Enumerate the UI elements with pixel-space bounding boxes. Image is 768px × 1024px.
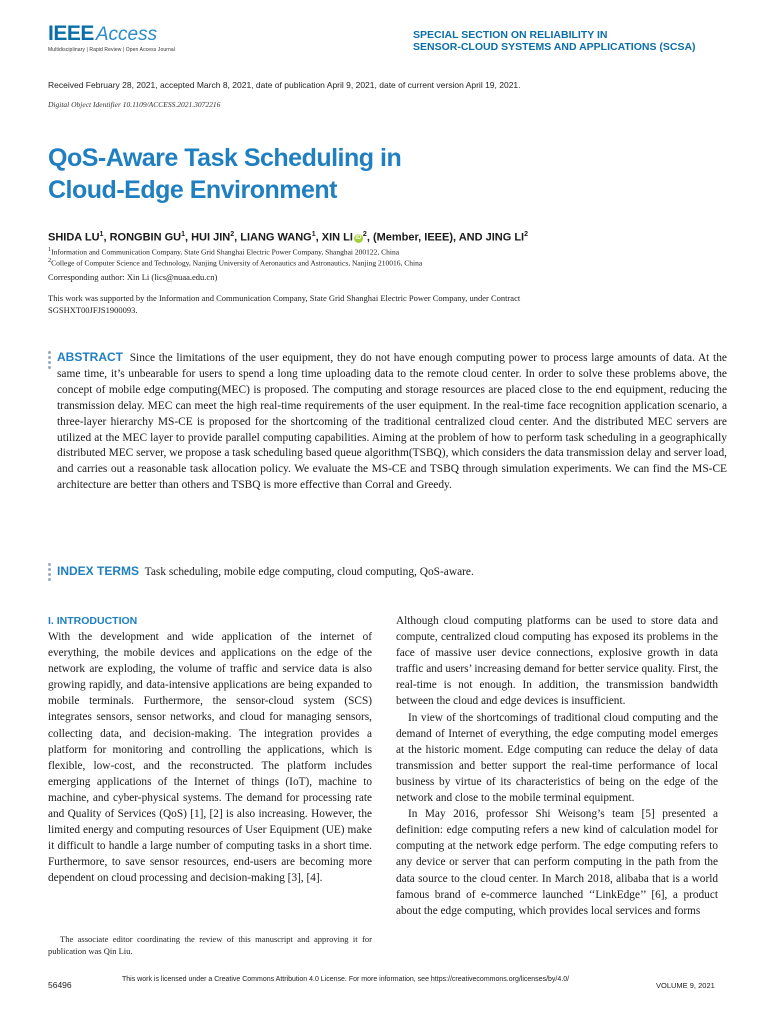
paragraph: In view of the shortcomings of traditional cloud computing and the demand of Internet of everything, the edge computing model emerges at the historic moment. Edge computing can reduce the delay of data transmission and better support the real-time performance of local business by virtue of its characteristics of being on the edge of the network and close to the mobile terminal equipment.: [396, 711, 718, 805]
corresponding-author: Corresponding author: Xin Li (lics@nuaa.edu.cn): [48, 272, 218, 282]
section-heading: I. INTRODUCTION: [48, 615, 138, 627]
footnote: The associate editor coordinating the review of this manuscript and approving it for publication was Qin Liu.: [48, 934, 372, 956]
abstract-text: Since the limitations of the user equipment, they do not have enough computing power to process large amounts of data. At the same time, it’s unbearable for users to spend a long time uploading data to the remote cloud center. In order to solve these problems above, the concept of mobile edge computing(MEC) is proposed. The computing and storage resources are placed close to the end equipment, reducing the transmission delay. MEC can meet the high real-time requirements of the user equipment. In the real-time face recognition application scenario, a three-layer hierarchy MS-CE is proposed for the shortcoming of the traditional centralized cloud center. And the distributed MEC servers are utilized at the MEC layer to provide parallel computing capabilities. Aiming at the problem of how to perform task scheduling in a geographically distributed MEC server, we propose a task scheduling based queue algorithm(TSBQ), which considers the data transmission delay and server load, and carries out a reasonable task allocation policy. We evaluate the MS-CE and TSBQ through simulation experiments. We can find the MS-CE architecture are better than others and TSBQ is more effective than Corral and Greedy.: [57, 352, 727, 492]
author-affiliation-mark: 1: [181, 231, 185, 238]
paragraph: Although cloud computing platforms can be used to store data and compute, centralized cloud computing has exposed its problems in the face of massive user device connections, explosive growth in data traffic and users’ increasing demand for better service quality. First, the real-time is not enough. In addition, the transmission bandwidth between the cloud and edge devices is insufficient.: [396, 615, 718, 708]
special-section-line-1: SPECIAL SECTION ON RELIABILITY IN: [413, 29, 608, 41]
author-name: , RONGBIN GU: [103, 231, 182, 244]
special-section-line-2: SENSOR-CLOUD SYSTEMS AND APPLICATIONS (SCSA): [413, 41, 696, 53]
affiliation-mark: 2: [48, 257, 52, 264]
left-column: [48, 629, 372, 887]
affiliation-1: [48, 246, 399, 257]
volume-label: VOLUME 9, 2021: [656, 981, 715, 990]
logo-tagline: Multidisciplinary | Rapid Review | Open Access Journal: [48, 47, 175, 53]
abstract-block: [57, 350, 727, 494]
license-statement: This work is licensed under a Creative Commons Attribution 4.0 License. For more information, see https://creativecommons.org/licenses/by/4.0/: [122, 976, 570, 983]
author-affiliation-mark: 2: [230, 231, 235, 238]
special-section-header: [413, 29, 733, 53]
journal-logo: [48, 22, 248, 56]
author-affiliation-mark: 1: [99, 231, 104, 238]
logo-ieee-text: IEEE: [48, 22, 94, 45]
affiliation-text: Information and Communication Company, State Grid Shanghai Electric Power Company, Shanghai 200122, China: [51, 247, 400, 257]
index-terms: [57, 564, 474, 578]
index-terms-marker-icon: [48, 563, 52, 583]
funding-statement: This work was supported by the Information and Communication Company, State Grid Shanghai Electric Power Company, under Contract SGSHXT00JFJS1900093.: [48, 293, 521, 315]
paper-title-line-2: Cloud-Edge Environment: [48, 176, 337, 204]
abstract-label: ABSTRACT: [57, 350, 123, 364]
orcid-icon[interactable]: iD: [355, 234, 362, 241]
affiliation-text: College of Computer Science and Technology, Nanjing University of Aeronautics and Astronautics, Nanjing 210016, China: [51, 258, 423, 268]
paper-title-line-1: QoS-Aware Task Scheduling in: [48, 144, 402, 172]
author-affiliation-mark: 1: [311, 231, 316, 238]
index-terms-label: INDEX TERMS: [57, 564, 140, 578]
author-affiliation-mark: 2: [362, 231, 367, 238]
page-number: 56496: [48, 980, 72, 990]
author-name: , HUI JIN: [184, 231, 231, 244]
author-name: SHIDA LU: [48, 231, 100, 244]
index-terms-text: Task scheduling, mobile edge computing, cloud computing, QoS-aware.: [144, 566, 474, 578]
logo-access-text: Access: [95, 24, 158, 45]
abstract-marker-icon: [48, 351, 52, 371]
right-column: [396, 613, 718, 919]
author-name: , LIANG WANG: [234, 231, 312, 244]
paragraph: In May 2016, professor Shi Weisong’s team [5] presented a definition: edge computing refers a new kind of calculation model for computing at the network edge perform. The edge computing refers to any device or server that can perform computing in the path from the data source to the cloud center. In March 2018, alibaba that is a world famous brand of e-commerce launched ‘‘LinkEdge’’ [6], a product about the edge computing, which provides local services and forms: [396, 808, 718, 917]
doi-line: Digital Object Identifier 10.1109/ACCESS.2021.3072216: [48, 100, 221, 109]
paragraph: With the development and wide application of the internet of everything, the mobile devices and applications on the edge of the network are exploding, the volume of traffic and service data is also growing rapidly, and data-intensive applications are being expanded to mobile terminals. Furthermore, the sensor-cloud system (SCS) integrates sensors, sensor networks, and cloud for managing sensors, collecting data, and decision-making. The integration provides a platform for monitoring and controlling the applications, which is flexible, low-cost, and the reconstructed. The platform includes emerging applications of the Internet of things (IoT), machine to machine, and cyber-physical systems. The demand for processing rate and Quality of Services (QoS) [1], [2] is also increasing. However, the limited energy and computing resources of User Equipment (UE) make it difficult to handle a large number of computing tasks in a short time. Furthermore, to save sensor resources, end-users are becoming more dependent on cloud processing and decision-making [3], [4].: [48, 631, 372, 885]
affiliation-2: [48, 257, 422, 268]
author-name: , XIN LI: [315, 231, 353, 244]
received-dates: Received February 28, 2021, accepted March 8, 2021, date of publication April 9, 2021, date of current version April 19, 2021.: [48, 80, 521, 90]
author-name: , (Member, IEEE), AND JING LI: [366, 231, 525, 244]
author-list: [48, 231, 528, 244]
author-affiliation-mark: 2: [524, 231, 529, 238]
affiliation-mark: 1: [48, 246, 52, 253]
paper-title: [48, 142, 608, 206]
